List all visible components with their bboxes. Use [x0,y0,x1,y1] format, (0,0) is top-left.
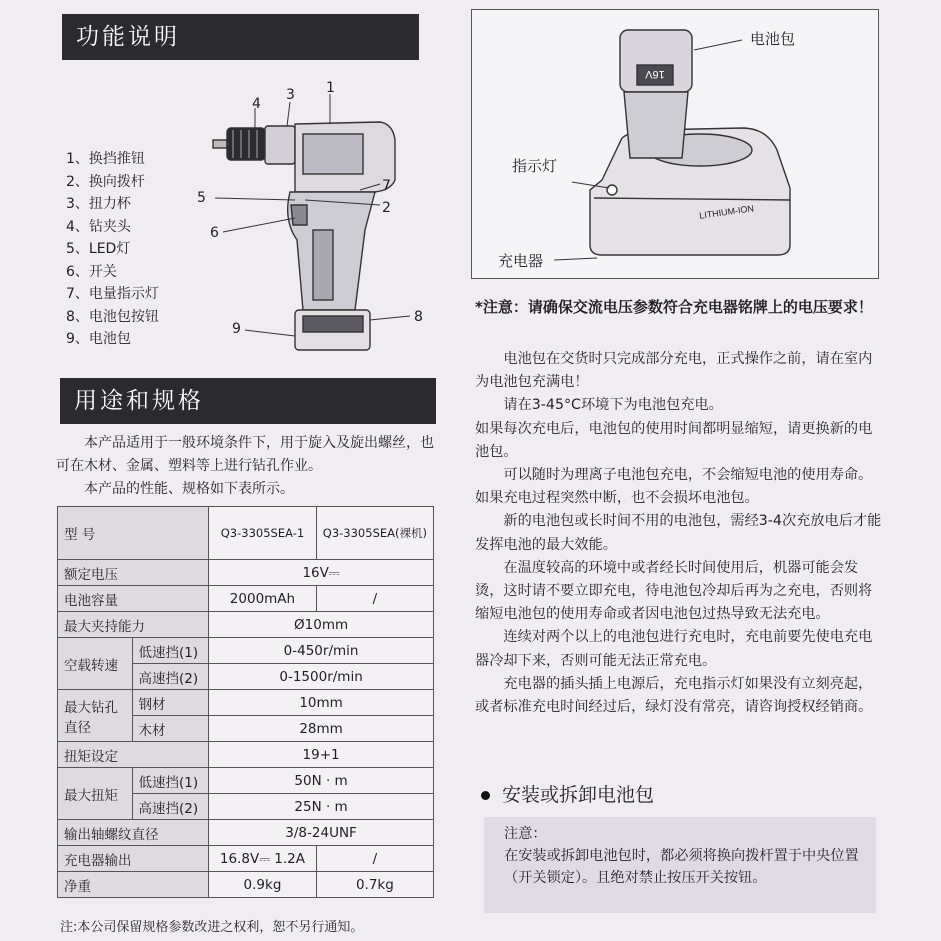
instruction-paragraph: 新的电池包或长时间不用的电池包，需经3-4次充放电后才能发挥电池的最大效能。 [475,513,882,553]
spec-table [57,506,434,898]
torque-high-gear-label: 高速挡(2) [132,794,209,820]
install-heading [481,780,654,807]
table-row [58,560,434,586]
legend-item: 8、电池包按钮 [66,308,159,325]
indicator-label: 指示灯 [512,157,558,175]
footnote: 注:本公司保留规格参数改进之权利，恕不另行通知。 [60,920,364,935]
callout-1: 1 [326,80,335,96]
weight-a: 0.9kg [209,872,317,898]
instruction-paragraph: 充电器的插头插上电源后，充电指示灯如果没有立刻亮起，或者标准充电时间经过后，绿灯没有常亮，请咨询授权经销商。 [475,675,873,716]
model-b: Q3-3305SEA(裸机) [316,507,433,560]
install-note [484,817,876,913]
battery-label: 电池包 [750,30,796,48]
charging-instructions [475,348,885,719]
table-row [58,846,434,872]
callout-4: 4 [252,96,261,112]
callout-8: 8 [414,309,423,325]
callout-2: 2 [382,200,391,216]
noload-low: 0-450r/min [209,638,434,664]
intro-paragraph: 本产品的性能、规格如下表所示。 [84,481,294,497]
callout-5: 5 [197,190,206,206]
model-a: Q3-3305SEA-1 [209,507,317,560]
model-label: 型 号 [58,507,209,560]
legend-item: 3、扭力杯 [66,196,131,212]
install-heading-text: 安装或拆卸电池包 [502,784,655,806]
high-gear-label: 高速挡(2) [132,664,209,690]
callout-3: 3 [286,87,295,103]
parts-legend [66,148,159,351]
table-row [58,768,434,794]
voltage-notice: *注意：请确保交流电压参数符合充电器铭牌上的电压要求！ [475,298,873,316]
drill-wood: 28mm [209,716,434,742]
section-title-functions: 功能说明 [62,14,419,60]
intro-paragraph: 本产品适用于一般环境条件下，用于旋入及旋出螺丝，也可在木材、金属、塑料等上进行钻孔作业。 [56,435,434,474]
charger-label: 充电器输出 [58,846,209,872]
charger-figure [471,9,879,279]
section-title-specs: 用途和规格 [60,378,436,424]
torque-setting-label: 扭矩设定 [58,742,209,768]
callout-7: 7 [382,178,391,194]
table-row [58,586,434,612]
capacity-label: 电池容量 [58,586,209,612]
instruction-paragraph: 请在3-45°C环境下为电池包充电。 [503,397,723,414]
legend-item: 2、换向拨杆 [66,173,145,190]
steel-label: 钢材 [132,690,209,716]
capacity-b: / [316,586,433,612]
bullet-icon [481,791,490,800]
torque-low-gear-label: 低速挡(1) [132,768,209,794]
max-torque-label: 最大扭矩 [58,768,133,820]
table-row [58,742,434,768]
chuck-label: 最大夹持能力 [58,612,209,638]
shaft-label: 输出轴螺纹直径 [58,820,209,846]
torque-high: 25N · m [209,794,434,820]
instruction-paragraph: 可以随时为理离子电池包充电，不会缩短电池的使用寿命。如果充电过程突然中断，也不会损坏电池包。 [475,467,873,507]
noload-label: 空载转速 [58,638,133,690]
note-title: 注意： [504,826,547,842]
instruction-paragraph: 如果每次充电后，电池包的使用时间都明显缩短，请更换新的电池包。 [475,420,873,460]
instruction-paragraph: 电池包在交货时只完成部分充电，正式操作之前，请在室内为电池包充满电！ [475,351,873,391]
table-row [58,690,434,716]
legend-item: 4、钻夹头 [66,218,131,235]
note-body: 在安装或拆卸电池包时，都必须将换向拨杆置于中央位置（开关锁定）。且绝对禁止按压开关按钮。 [504,848,859,886]
legend-item: 9、电池包 [66,331,131,347]
legend-item: 1、换挡推钮 [66,151,145,167]
capacity-a: 2000mAh [209,586,317,612]
callout-6: 6 [210,225,219,241]
table-row [58,820,434,846]
intro-text [56,432,438,501]
drill-steel: 10mm [209,690,434,716]
charger-label: 充电器 [498,252,544,270]
table-row [58,638,434,664]
wood-label: 木材 [132,716,209,742]
table-row [58,612,434,638]
torque-low: 50N · m [209,768,434,794]
table-row [58,872,434,898]
low-gear-label: 低速挡(1) [132,638,209,664]
shaft-value: 3/8-24UNF [209,820,434,846]
table-row [58,507,434,560]
charger-illustration [472,10,878,278]
legend-item: 7、电量指示灯 [66,286,159,302]
rated-voltage: 16V⎓ [209,560,434,586]
legend-item: 6、开关 [66,263,117,280]
noload-high: 0-1500r/min [209,664,434,690]
drill-label: 最大钻孔直径 [58,690,133,742]
torque-setting: 19+1 [209,742,434,768]
charger-b: / [316,846,433,872]
charger-face-text: LITHIUM-ION [698,203,755,221]
callout-9: 9 [232,321,241,337]
instruction-paragraph: 连续对两个以上的电池包进行充电时，充电前要先使电充电器冷却下来，否则可能无法正常充电。 [475,629,873,669]
instruction-paragraph: 在温度较高的环境中或者经长时间使用后，机器可能会发烫，这时请不要立即充电，待电池包冷却后再为之充电，否则将缩短电池包的使用寿命或者因电池包过热导致无法充电。 [475,559,873,623]
weight-label: 净重 [58,872,209,898]
charger-a: 16.8V⎓ 1.2A [209,846,317,872]
rated-voltage-label: 额定电压 [58,560,209,586]
chuck-value: Ø10mm [209,612,434,638]
drill-illustration [195,80,440,360]
battery-face-text: 16V [645,68,665,80]
legend-item: 5、LED灯 [66,241,131,257]
weight-b: 0.7kg [316,872,433,898]
